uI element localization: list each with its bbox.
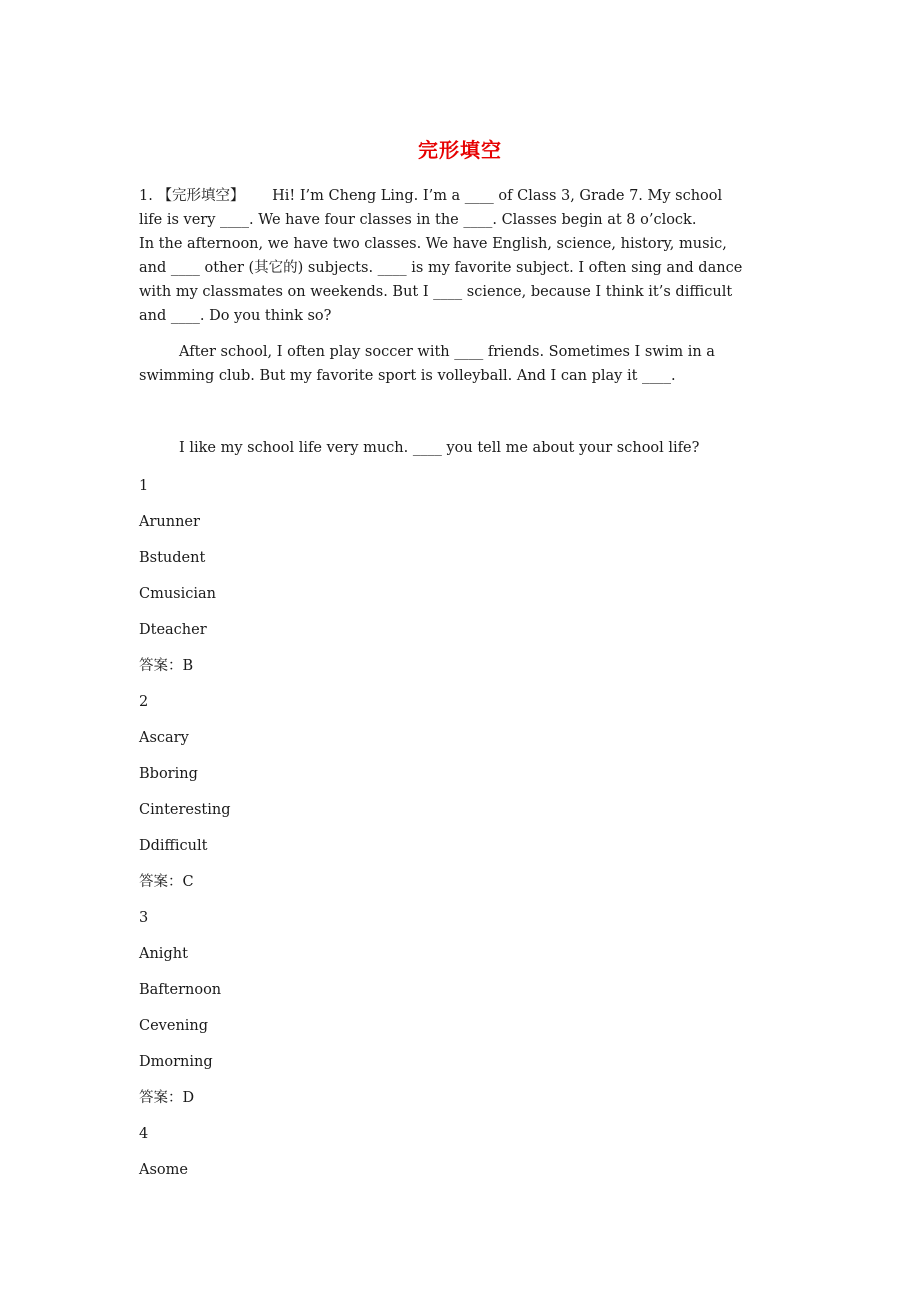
passage-line: After school, I often play soccer with ____ friends. Sometimes I swim in a: [179, 344, 715, 360]
option-d: Ddifficult: [139, 838, 208, 854]
option-b: Bafternoon: [139, 982, 222, 998]
answer-text: 答案：D: [139, 1090, 195, 1106]
option-c: Cmusician: [139, 586, 217, 602]
page-title: 完形填空: [418, 138, 502, 162]
passage-line: 1. 【完形填空】 Hi! I’m Cheng Ling. I’m a ____ of Class 3, Grade 7. My school: [139, 188, 723, 204]
passage-line: with my classmates on weekends. But I ____ science, because I think it’s difficult: [139, 284, 733, 300]
option-b: Bboring: [139, 766, 198, 782]
option-c: Cinteresting: [139, 802, 231, 818]
passage-line: swimming club. But my favorite sport is volleyball. And I can play it ____.: [139, 368, 676, 384]
answer-text: 答案：B: [139, 658, 194, 674]
question-number: 2: [139, 694, 149, 710]
option-b: Bstudent: [139, 550, 206, 566]
option-a: Anight: [139, 946, 188, 962]
passage-line: and ____. Do you think so?: [139, 308, 332, 324]
option-c: Cevening: [139, 1018, 209, 1034]
question-number: 3: [139, 910, 149, 926]
passage-line: and ____ other (其它的) subjects. ____ is my favorite subject. I often sing and dance: [139, 260, 743, 276]
passage-line: life is very ____. We have four classes in the ____. Classes begin at 8 o’clock.: [139, 212, 697, 228]
question-list: [139, 474, 739, 1194]
option-d: Dteacher: [139, 622, 207, 638]
option-d: Dmorning: [139, 1054, 213, 1070]
option-a: Arunner: [139, 514, 200, 530]
option-a: Asome: [139, 1162, 188, 1178]
question-number: 1: [139, 478, 149, 494]
passage-line: I like my school life very much. ____ you tell me about your school life?: [179, 440, 700, 456]
question-number: 4: [139, 1126, 149, 1142]
passage: [139, 184, 844, 460]
option-a: Ascary: [139, 730, 189, 746]
answer-text: 答案：C: [139, 874, 194, 890]
passage-line: In the afternoon, we have two classes. We have English, science, history, music,: [139, 236, 727, 252]
